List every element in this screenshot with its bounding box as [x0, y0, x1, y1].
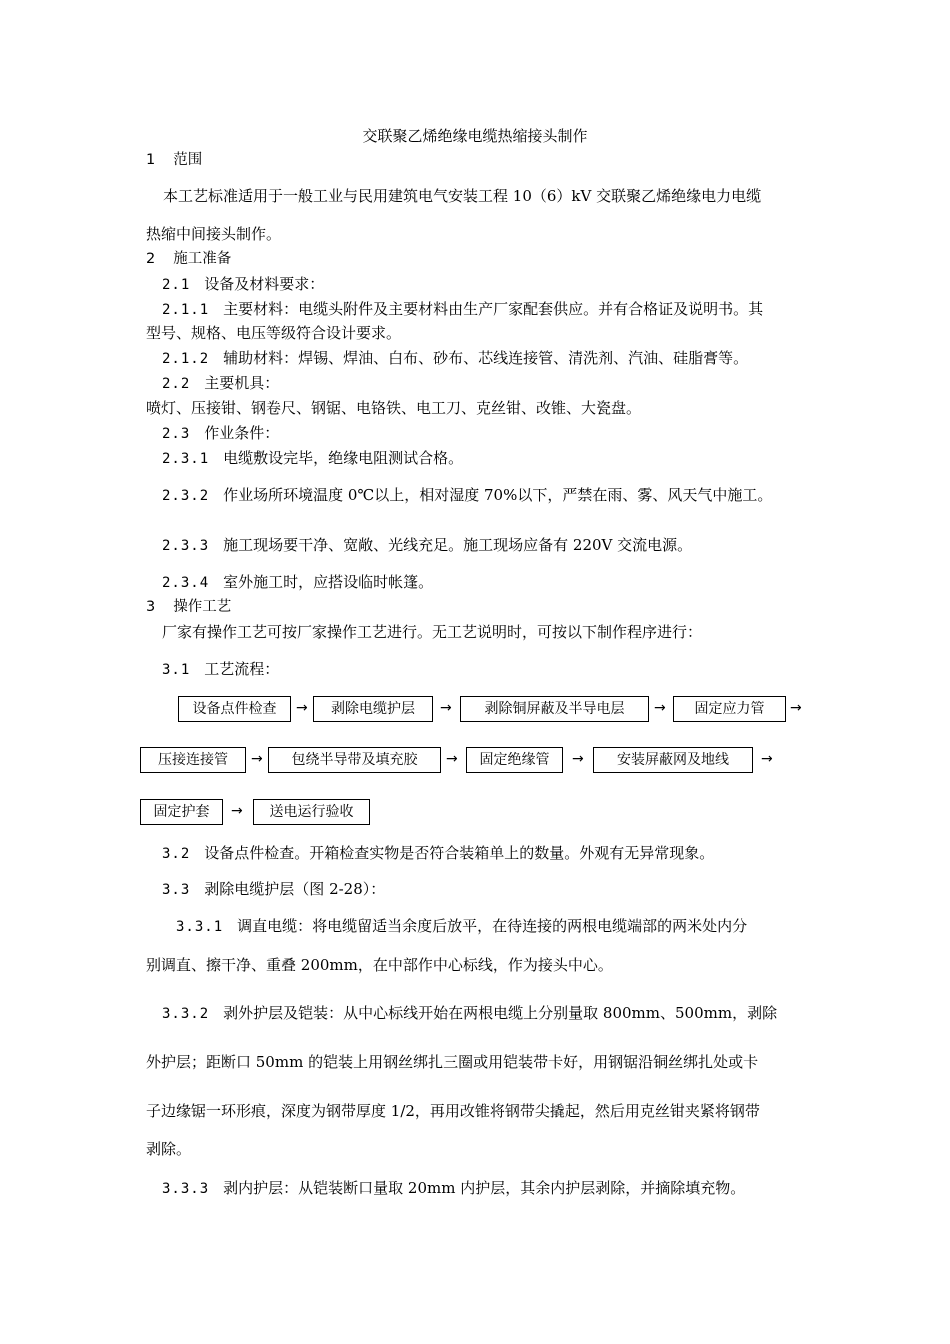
- flow-step: 压接连接管: [140, 747, 246, 773]
- section-title: 范围: [173, 152, 203, 168]
- subsection-2-1-2: 2.1.2 辅助材料：焊锡、焊油、白布、砂布、芯线连接管、清洗剂、汽油、硅脂膏等。: [162, 349, 749, 367]
- paragraph: 型号、规格、电压等级符合设计要求。: [146, 324, 402, 342]
- flow-step: 送电运行验收: [253, 799, 370, 825]
- flow-step: 固定应力管: [673, 696, 786, 722]
- subsection-2-1: 2.1 设备及材料要求：: [162, 275, 325, 293]
- flow-arrow: →: [790, 700, 802, 716]
- section-number: 2: [146, 251, 156, 267]
- section-title: 施工准备: [173, 251, 232, 267]
- subsection-3-2: 3.2 设备点件检查。开箱检查实物是否符合装箱单上的数量。外观有无异常现象。: [162, 844, 715, 862]
- subsection-3-3-3: 3.3.3 剥内护层：从铠装断口量取 20mm 内护层，其余内护层剥除，并摘除填充物。: [162, 1179, 746, 1197]
- flow-step: 设备点件检查: [178, 696, 291, 722]
- section-1-heading: [146, 150, 202, 170]
- paragraph: 本工艺标准适用于一般工业与民用建筑电气安装工程 10（6）kV 交联聚乙烯绝缘电力电缆: [163, 187, 762, 205]
- paragraph: 外护层；距断口 50mm 的铠装上用钢丝绑扎三圈或用铠装带卡好，用钢锯沿铜丝绑扎处或卡: [146, 1053, 759, 1071]
- subsection-2-3-2: 2.3.2 作业场所环境温度 0℃以上，相对湿度 70%以下，严禁在雨、雾、风天气中施工。: [162, 486, 773, 504]
- section-number: 3: [146, 599, 156, 615]
- paragraph: 热缩中间接头制作。: [146, 225, 282, 243]
- flow-step: 固定绝缘管: [466, 747, 563, 773]
- subsection-3-3-1: 3.3.1 调直电缆：将电缆留适当余度后放平，在待连接的两根电缆端部的两米处内分: [176, 917, 748, 935]
- flow-arrow: →: [654, 700, 666, 716]
- flow-arrow: →: [446, 751, 458, 767]
- section-number: 1: [146, 152, 156, 168]
- subsection-2-2: 2.2 主要机具：: [162, 374, 280, 392]
- document-title: 交联聚乙烯绝缘电缆热缩接头制作: [362, 127, 588, 145]
- flow-step: 剥除电缆护层: [313, 696, 433, 722]
- subsection-3-3-2: 3.3.2 剥外护层及铠装：从中心标线开始在两根电缆上分别量取 800mm、500mm，剥除: [162, 1004, 778, 1022]
- subsection-3-3: 3.3 剥除电缆护层（图 2-28）：: [162, 880, 386, 898]
- subsection-2-1-1: 2.1.1 主要材料：电缆头附件及主要材料由生产厂家配套供应。并有合格证及说明书。其: [162, 300, 764, 318]
- flow-arrow: →: [761, 751, 773, 767]
- paragraph: 厂家有操作工艺可按厂家操作工艺进行。无工艺说明时，可按以下制作程序进行：: [162, 623, 703, 641]
- flow-step: 固定护套: [140, 799, 223, 825]
- subsection-2-3-4: 2.3.4 室外施工时，应搭设临时帐篷。: [162, 573, 434, 591]
- subsection-3-1: 3.1 工艺流程：: [162, 660, 280, 678]
- section-title: 操作工艺: [173, 599, 232, 615]
- flow-arrow: →: [440, 700, 452, 716]
- subsection-2-3: 2.3 作业条件：: [162, 424, 280, 442]
- flow-arrow: →: [572, 751, 584, 767]
- paragraph: 别调直、擦干净、重叠 200mm，在中部作中心标线，作为接头中心。: [146, 956, 613, 974]
- flow-step: 包绕半导带及填充胶: [268, 747, 441, 773]
- paragraph: 子边缘锯一环形痕，深度为钢带厚度 1/2，再用改锥将钢带尖撬起，然后用克丝钳夹紧将钢带: [146, 1102, 760, 1120]
- flow-step: 安装屏蔽网及地线: [593, 747, 753, 773]
- subsection-2-3-3: 2.3.3 施工现场要干净、宽敞、光线充足。施工现场应备有 220V 交流电源。: [162, 536, 693, 554]
- section-3-heading: [146, 597, 231, 617]
- flow-arrow: →: [296, 700, 308, 716]
- flow-step: 剥除铜屏蔽及半导电层: [460, 696, 649, 722]
- subsection-2-3-1: 2.3.1 电缆敷设完毕，绝缘电阻测试合格。: [162, 449, 464, 467]
- section-2-heading: [146, 249, 231, 269]
- flow-arrow: →: [251, 751, 263, 767]
- tools-list: 喷灯、压接钳、钢卷尺、钢锯、电铬铁、电工刀、克丝钳、改锥、大瓷盘。: [146, 399, 642, 417]
- paragraph: 剥除。: [146, 1140, 192, 1158]
- flow-arrow: →: [231, 803, 243, 819]
